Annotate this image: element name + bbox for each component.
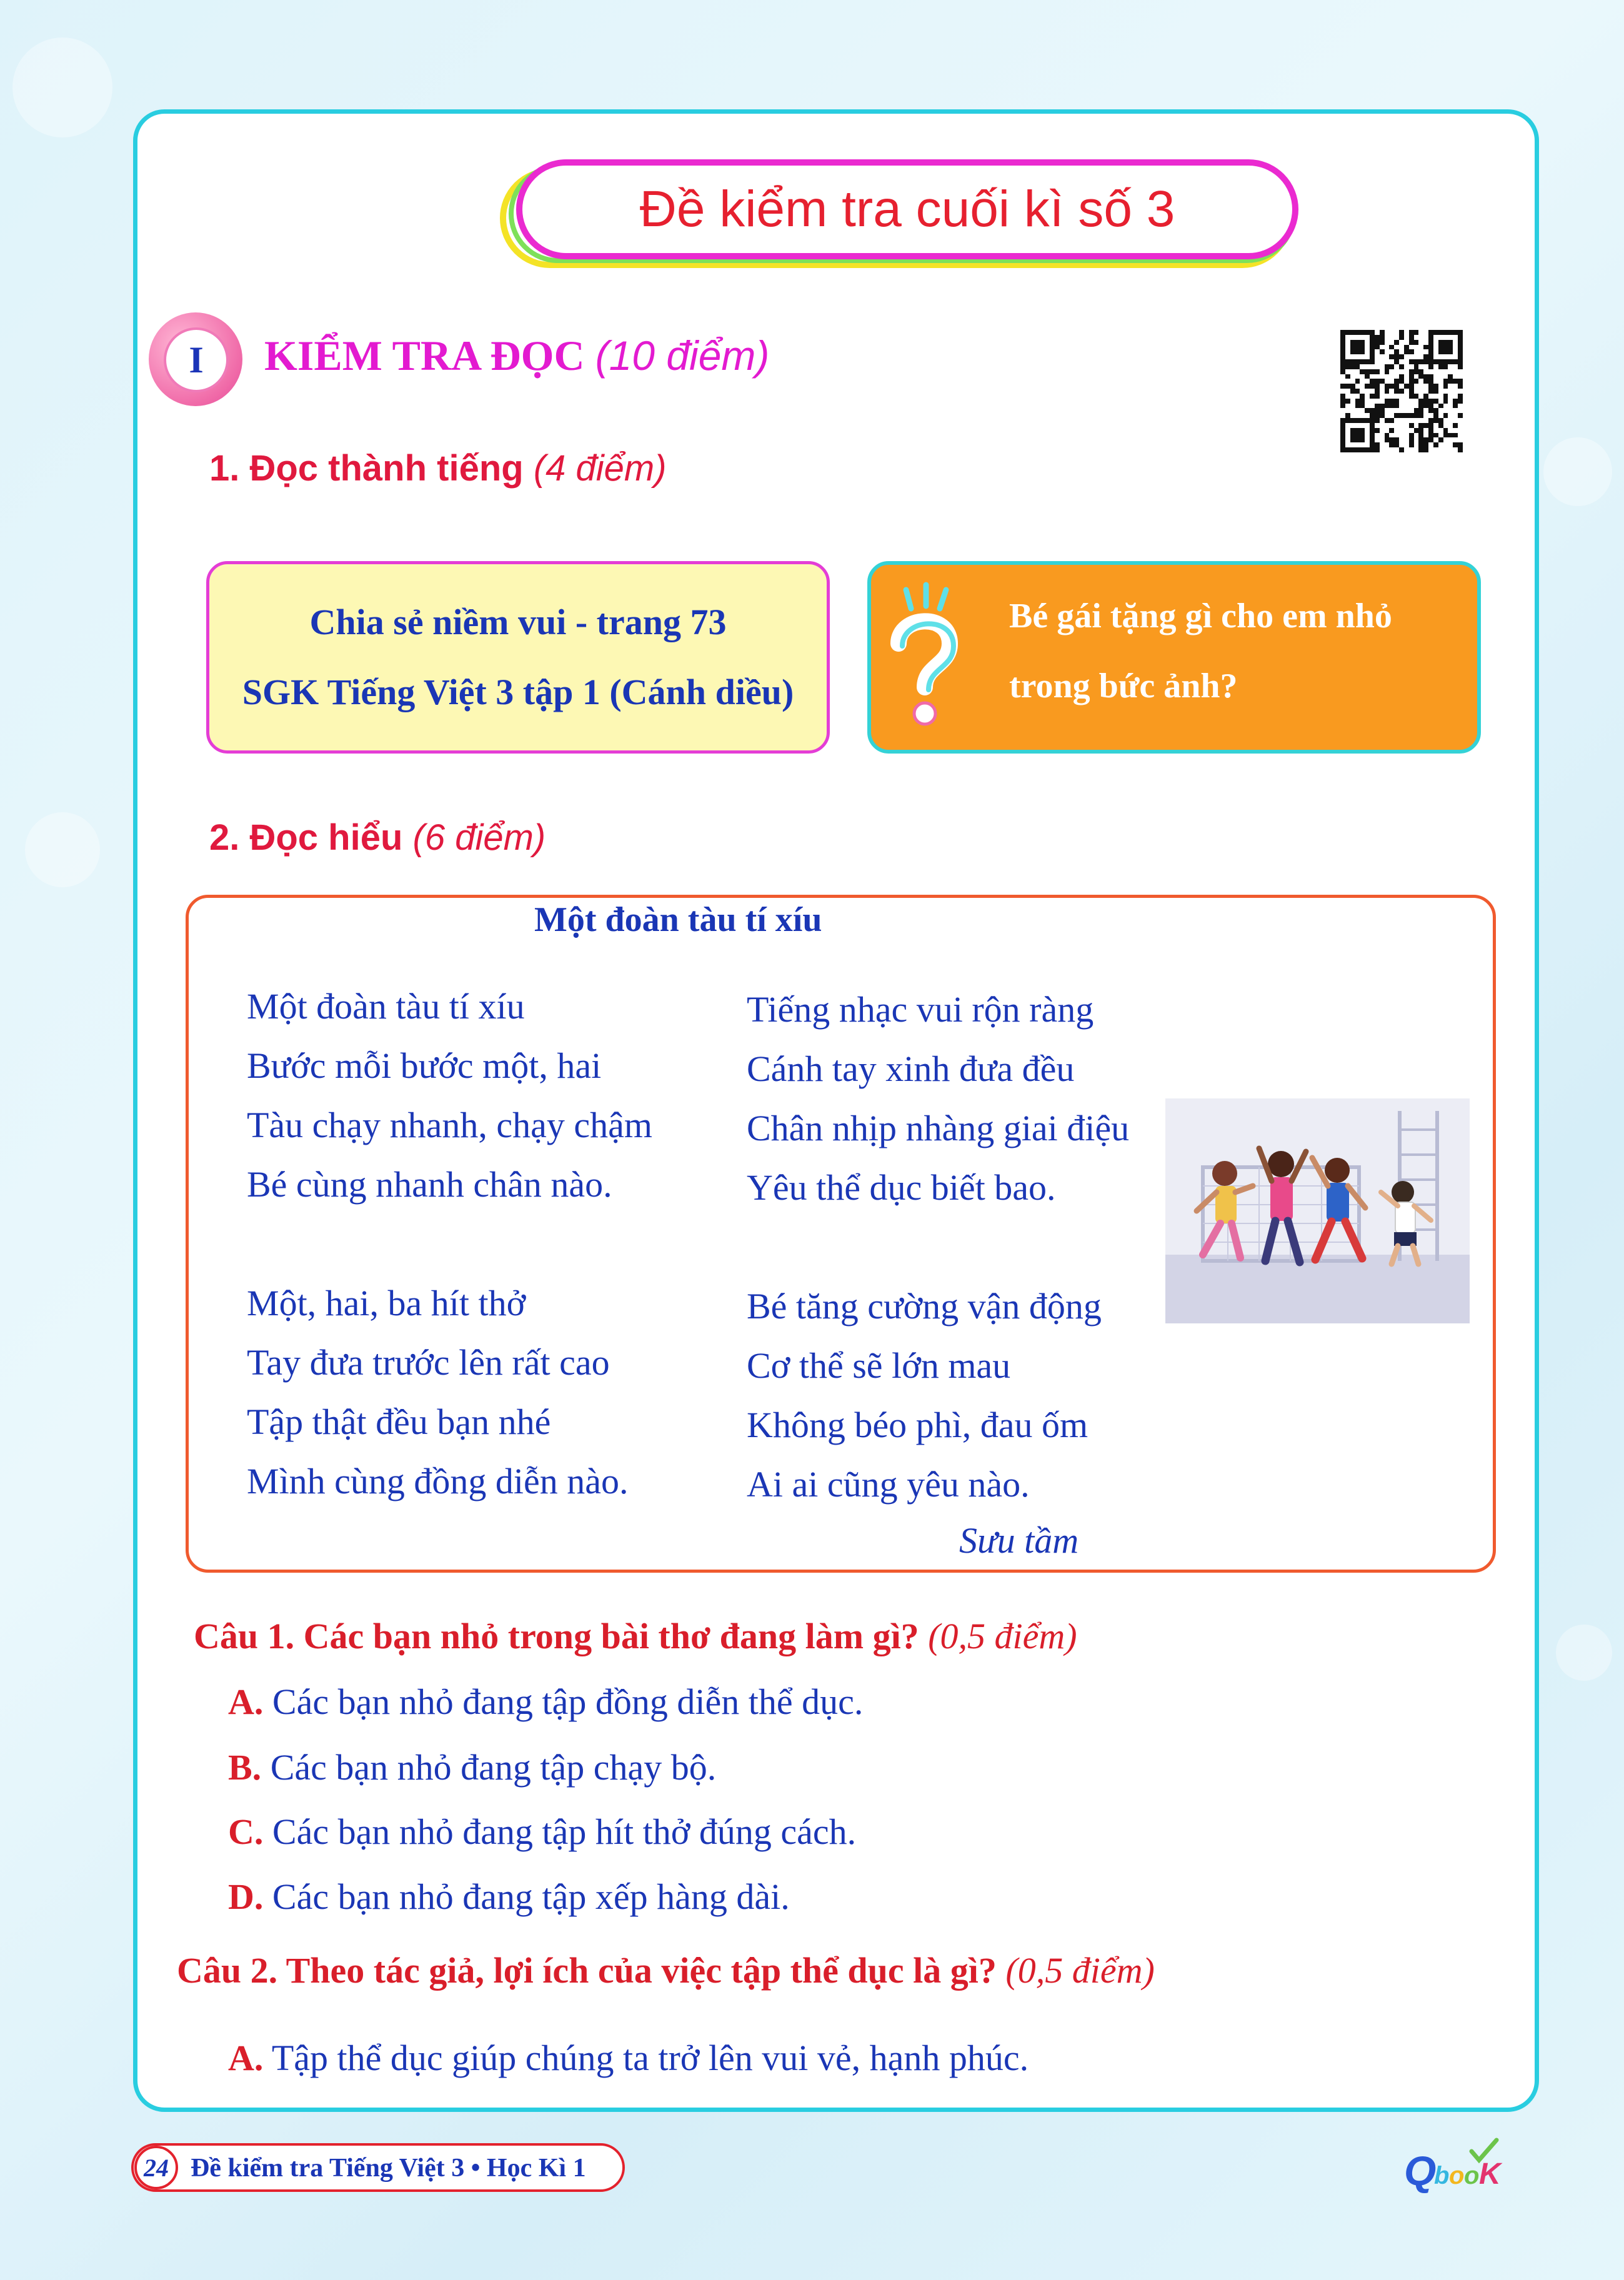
poem-line: Cơ thể sẽ lớn mau — [747, 1345, 1011, 1386]
part2-label: 2. Đọc hiểu — [209, 817, 403, 858]
reading-reference-line-2: SGK Tiếng Việt 3 tập 1 (Cánh diều) — [242, 672, 794, 712]
poem-source: Sưu tầm — [959, 1520, 1079, 1561]
answer-letter: A. — [228, 2038, 264, 2078]
poem-line: Bé tăng cường vận động — [747, 1286, 1102, 1327]
poem-line: Một, hai, ba hít thở — [247, 1283, 526, 1323]
answer-letter: B. — [228, 1747, 262, 1788]
question-2-text: Câu 2. Theo tác giả, lợi ích của việc tập thể dục là gì? — [177, 1950, 997, 1991]
poem-line: Không béo phì, đau ốm — [747, 1405, 1088, 1445]
poem-line: Bước mỗi bước một, hai — [247, 1045, 602, 1086]
question-1 — [194, 1615, 1077, 1657]
poem-title: Một đoàn tàu tí xíu — [534, 900, 822, 939]
answer-text: Các bạn nhỏ đang tập đồng diễn thể dục. — [272, 1681, 864, 1722]
exam-title: Đề kiểm tra cuối kì số 3 — [639, 181, 1175, 237]
background-bubble — [1556, 1625, 1612, 1681]
question-1-points: (0,5 điểm) — [928, 1616, 1077, 1656]
background-bubble — [25, 812, 100, 887]
part2-points: (6 điểm) — [412, 817, 546, 858]
poem-line: Ai ai cũng yêu nào. — [747, 1464, 1030, 1505]
background-bubble — [1543, 437, 1612, 506]
exam-title-banner — [500, 159, 1298, 272]
answer-option[interactable] — [228, 2037, 1029, 2079]
kids-exercising-illustration — [1165, 1098, 1470, 1323]
section-heading-points: (10 điểm) — [595, 332, 770, 379]
poem-line: Tập thật đều bạn nhé — [247, 1401, 551, 1442]
answer-option[interactable] — [228, 1811, 856, 1853]
background-bubble — [12, 37, 112, 137]
poem-line: Yêu thể dục biết bao. — [747, 1167, 1056, 1208]
part1-label: 1. Đọc thành tiếng — [209, 448, 524, 489]
answer-text: Các bạn nhỏ đang tập xếp hàng dài. — [272, 1876, 790, 1917]
answer-text: Tập thể dục giúp chúng ta trở lên vui vẻ, hạnh phúc. — [271, 2038, 1029, 2078]
answer-text: Các bạn nhỏ đang tập chạy bộ. — [270, 1747, 717, 1788]
poem-line: Tàu chạy nhanh, chạy chậm — [247, 1105, 652, 1145]
answer-text: Các bạn nhỏ đang tập hít thở đúng cách. — [272, 1811, 857, 1852]
poem-line: Tiếng nhạc vui rộn ràng — [747, 989, 1094, 1030]
part1-heading — [209, 447, 667, 489]
reading-reference-box — [206, 561, 830, 754]
question-1-text: Câu 1. Các bạn nhỏ trong bài thơ đang làm gì? — [194, 1616, 919, 1656]
reading-question-line-1: Bé gái tặng gì cho em nhỏ — [1009, 597, 1392, 635]
poem-line: Cánh tay xinh đưa đều — [747, 1048, 1075, 1089]
poem-line: Bé cùng nhanh chân nào. — [247, 1164, 612, 1205]
reading-reference-line-1: Chia sẻ niềm vui - trang 73 — [309, 602, 727, 642]
part2-heading — [209, 817, 545, 859]
answer-option[interactable] — [228, 1681, 863, 1723]
page-number: 24 — [134, 2146, 178, 2189]
question-2 — [177, 1949, 1155, 1991]
answer-letter: D. — [228, 1876, 264, 1917]
reading-question-line-2: trong bức ảnh? — [1009, 667, 1238, 705]
svg-text:o: o — [1464, 2162, 1480, 2189]
answer-letter: C. — [228, 1811, 264, 1852]
answer-option[interactable] — [228, 1876, 790, 1918]
section-heading — [264, 331, 769, 381]
part1-points: (4 điểm) — [533, 448, 667, 489]
qbook-logo — [1403, 2134, 1509, 2203]
book-title: Đề kiểm tra Tiếng Việt 3 • Học Kì 1 — [191, 2154, 586, 2183]
poem-line: Tay đưa trước lên rất cao — [247, 1342, 610, 1383]
svg-text:Q: Q — [1404, 2148, 1437, 2194]
section-number: I — [164, 327, 229, 392]
svg-text:K: K — [1479, 2158, 1501, 2191]
svg-text:o: o — [1449, 2162, 1465, 2189]
section-heading-text: KIỂM TRA ĐỌC — [264, 332, 585, 379]
poem-line: Chân nhịp nhàng giai điệu — [747, 1108, 1130, 1148]
svg-text:b: b — [1434, 2162, 1450, 2189]
answer-option[interactable] — [228, 1746, 716, 1788]
poem-line: Mình cùng đồng diễn nào. — [247, 1461, 629, 1501]
poem-line: Một đoàn tàu tí xíu — [247, 986, 525, 1027]
question-mark-icon — [887, 581, 962, 731]
reading-question — [1009, 581, 1472, 721]
qr-code-icon[interactable] — [1340, 330, 1463, 452]
question-2-points: (0,5 điểm) — [1005, 1950, 1155, 1991]
answer-letter: A. — [228, 1681, 264, 1722]
